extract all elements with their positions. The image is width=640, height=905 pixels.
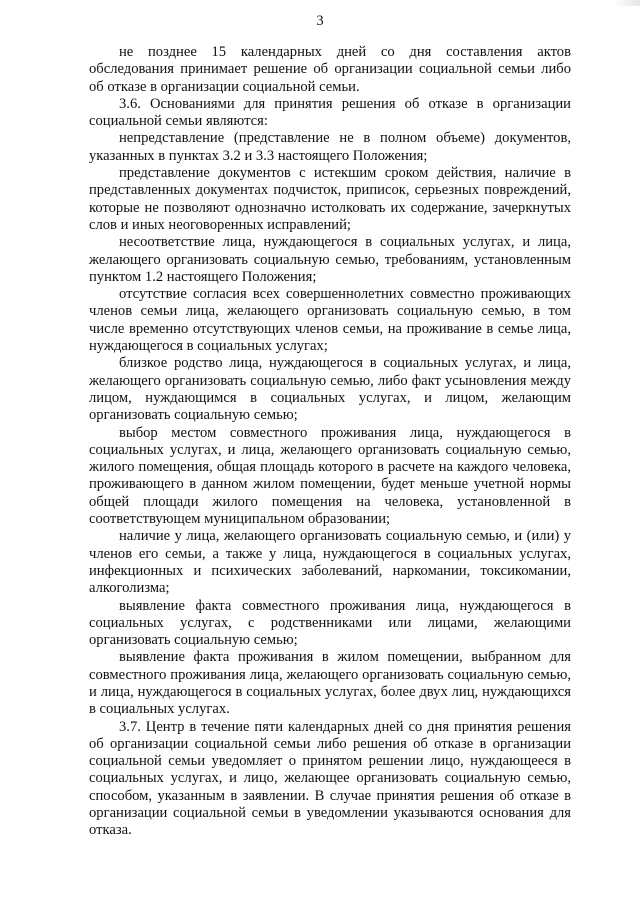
document-body — [89, 44, 571, 840]
page-number: 3 — [316, 13, 324, 29]
paragraph-ground-housing-area: выбор местом совместного проживания лица, нуждающегося в социальных услугах, и лица, желающего организовать социальную семью, жилого помещения, общая площадь которого в расчете на каждого человека, проживающего в данном жилом помещении, будет меньше учетной нормы общей площади жилого помещения на человека, установленной в соответствующем муниципальном образовании; — [89, 424, 571, 528]
paragraph-ground-expired-documents: представление документов с истекшим сроком действия, наличие в представленных документах подчисток, приписок, серьезных повреждений, которые не позволяют однозначно истолковать их содержание, зачеркнутых слов и иных неоговоренных исправлений; — [89, 165, 571, 233]
paragraph-deadline: не позднее 15 календарных дней со дня составления актов обследования принимает решение об организации социальной семьи либо об отказе в организации социальной семьи. — [89, 44, 571, 95]
paragraph-ground-diseases: наличие у лица, желающего организовать социальную семью, и (или) у членов его семьи, а также у лица, нуждающегося в социальных услугах, инфекционных и психических заболеваний, наркомании, токсикомании, алкоголизма; — [89, 528, 571, 597]
paragraph-ground-cohabitation-relatives: выявление факта совместного проживания лица, нуждающегося в социальных услугах, с родственниками или лицами, желающими организовать социальную семью; — [89, 597, 571, 649]
paragraph-ground-incomplete-documents: непредставление (представление не в полном объеме) документов, указанных в пунктах 3.2 и 3.3 настоящего Положения; — [89, 130, 571, 164]
paragraph-ground-more-than-two: выявление факта проживания в жилом помещении, выбранном для совместного проживания лица, желающего организовать социальную семью, и лица, нуждающегося в социальных услугах, более двух лиц, нуждающихся в социальных услугах. — [89, 649, 571, 718]
paragraph-ground-no-consent: отсутствие согласия всех совершеннолетних совместно проживающих членов семьи лица, желающего организовать социальную семью, в том числе временно отсутствующих членов семьи, на проживание в семье лица, нуждающегося в социальных услугах; — [89, 286, 571, 355]
scan-corner-mark — [614, 0, 640, 6]
paragraph-ground-close-kinship: близкое родство лица, нуждающегося в социальных услугах, и лица, желающего организовать социальную семью, либо факт усыновления между лицом, нуждающимся в социальных услугах, и лицом, желающим организовать социальную семью; — [89, 355, 571, 424]
paragraph-section-3-7: 3.7. Центр в течение пяти календарных дней со дня принятия решения об организации социальной семьи либо решения об отказе в организации социальной семьи уведомляет о принятом решении лицо, нуждающееся в социальных услугах, и лицо, желающее организовать социальную семью, способом, указанным в заявлении. В случае принятия решения об отказе в организации социальной семьи в уведомлении указываются основания для отказа. — [89, 718, 571, 839]
paragraph-section-3-6-heading: 3.6. Основаниями для принятия решения об отказе в организации социальной семьи являются: — [89, 95, 571, 130]
paragraph-ground-nonconformity: несоответствие лица, нуждающегося в социальных услугах, и лица, желающего организовать социальную семью, требованиям, установленным пунктом 1.2 настоящего Положения; — [89, 234, 571, 285]
